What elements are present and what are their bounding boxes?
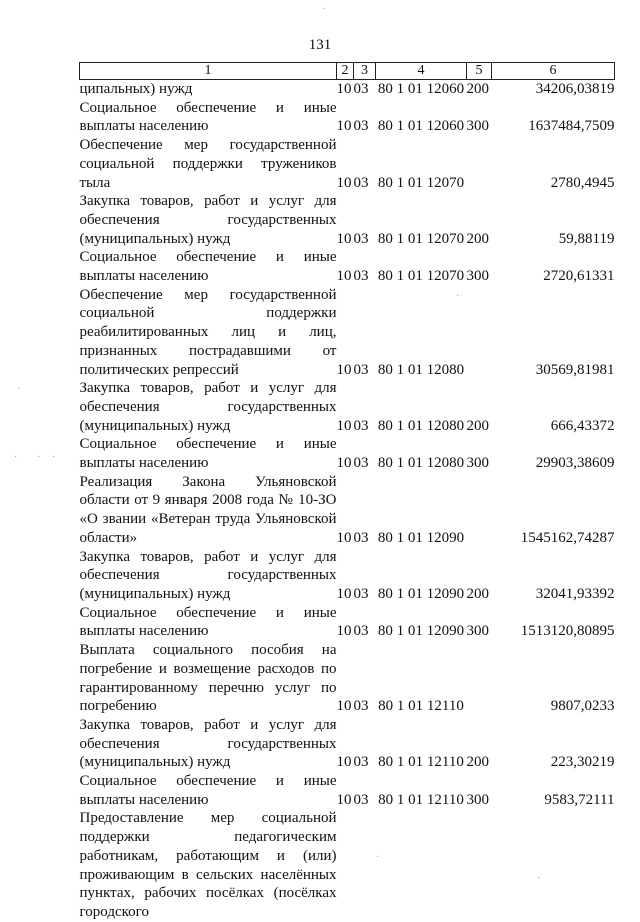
table-row bbox=[80, 80, 615, 99]
expense-type-cell bbox=[467, 286, 492, 380]
budget-table bbox=[79, 62, 615, 922]
target-article-cell: 80 1 01 12110 bbox=[378, 698, 464, 715]
target-article-cell: 80 1 01 12080 bbox=[377, 455, 465, 472]
column-header: 4 bbox=[376, 63, 467, 80]
amount-cell: 32041,93392 bbox=[535, 585, 615, 602]
subsection-cell: 03 bbox=[353, 230, 369, 247]
target-article-cell: 80 1 01 12080 bbox=[377, 361, 465, 378]
expense-type-cell bbox=[467, 473, 492, 548]
expense-type-cell: 300 bbox=[466, 118, 489, 135]
item-name-cell: ципальных) нужд bbox=[79, 81, 193, 97]
item-name-cell: Выплата социального пособия на погребение и возмещение расходов по гарантированному перечню услуг по погребению bbox=[79, 642, 337, 715]
subsection-cell: 03 bbox=[353, 585, 369, 602]
section-cell: 10 bbox=[336, 529, 352, 546]
amount-cell: 2780,4945 bbox=[550, 174, 615, 191]
section-cell: 10 bbox=[336, 791, 352, 808]
table-row bbox=[80, 192, 615, 248]
section-cell: 10 bbox=[336, 268, 352, 285]
subsection-cell: 03 bbox=[353, 174, 369, 191]
item-name-cell: Закупка товаров, работ и услуг для обеспечения государственных (муниципальных) нужд bbox=[79, 193, 337, 247]
table-row bbox=[80, 641, 615, 716]
item-name-cell: Закупка товаров, работ и услуг для обеспечения государственных (муниципальных) нужд bbox=[79, 716, 337, 771]
scan-speck: · bbox=[456, 291, 460, 302]
subsection-cell: 03 bbox=[353, 791, 369, 808]
column-header: 3 bbox=[354, 63, 376, 80]
item-name-cell: Обеспечение мер государственной социальной поддержки реабилитированных лиц и лиц, признанных пострадавшими от политических репрессий bbox=[79, 286, 337, 378]
subsection-cell: 03 bbox=[353, 529, 369, 546]
target-article-cell: 80 1 01 12090 bbox=[377, 623, 465, 640]
target-article-cell: 80 1 01 12080 bbox=[377, 417, 465, 434]
amount-cell: 30569,81981 bbox=[535, 361, 615, 378]
amount-cell: 9807,0233 bbox=[550, 698, 615, 715]
table-row bbox=[80, 548, 615, 604]
table-row bbox=[80, 379, 615, 435]
scan-speck: · bbox=[52, 452, 56, 463]
target-article-cell: 80 1 01 12110 bbox=[378, 754, 464, 771]
scan-speck: · bbox=[37, 452, 41, 463]
subsection-cell: 03 bbox=[353, 623, 369, 640]
amount-cell: 1637484,7509 bbox=[528, 118, 615, 135]
amount-cell: 2720,61331 bbox=[543, 268, 615, 285]
item-name-cell: Обеспечение мер государственной социальной поддержки тружеников тыла bbox=[79, 137, 337, 191]
table-row bbox=[80, 716, 615, 772]
scan-speck: · bbox=[17, 384, 21, 395]
item-name-cell: Социальное обеспечение и иные выплаты населению bbox=[79, 249, 337, 285]
subsection-cell: 03 bbox=[353, 455, 369, 472]
item-name-cell: Предоставление мер социальной поддержки педагогическим работникам, работающим и (или) проживающим в сельских населённых пунктах, рабочих посёлках (посёлках городского bbox=[79, 810, 337, 920]
section-cell: 10 bbox=[336, 81, 352, 97]
expense-type-cell: 300 bbox=[466, 623, 489, 640]
item-name-cell: Социальное обеспечение и иные выплаты населению bbox=[79, 604, 337, 640]
target-article-cell: 80 1 01 12110 bbox=[378, 791, 464, 808]
table-row bbox=[80, 473, 615, 548]
expense-type-cell bbox=[467, 136, 492, 192]
expense-type-cell: 300 bbox=[466, 455, 489, 472]
amount-cell: 9583,72111 bbox=[544, 791, 615, 808]
item-name-cell: Реализация Закона Ульяновской области от 9 января 2008 года № 10-ЗО «О звании «Ветеран труда Ульяновской области» bbox=[79, 473, 337, 546]
subsection-cell: 03 bbox=[353, 81, 369, 97]
column-header: 5 bbox=[467, 63, 492, 80]
table-row bbox=[80, 772, 615, 809]
table-header-row bbox=[80, 63, 615, 80]
target-article-cell: 80 1 01 12090 bbox=[377, 585, 465, 602]
expense-type-cell: 200 bbox=[466, 417, 489, 434]
expense-type-cell: 300 bbox=[466, 268, 489, 285]
section-cell: 10 bbox=[336, 585, 352, 602]
table-row bbox=[80, 99, 615, 136]
scan-speck: · bbox=[376, 852, 380, 863]
column-header: 6 bbox=[492, 63, 615, 80]
section-cell: 10 bbox=[336, 698, 352, 715]
section-cell: 10 bbox=[336, 455, 352, 472]
expense-type-cell: 300 bbox=[466, 791, 489, 808]
target-article-cell: 80 1 01 12070 bbox=[377, 268, 465, 285]
target-article-cell: 80 1 01 12060 bbox=[377, 118, 465, 135]
column-header: 2 bbox=[337, 63, 354, 80]
section-cell: 10 bbox=[336, 417, 352, 434]
amount-cell: 223,30219 bbox=[550, 754, 615, 771]
subsection-cell: 03 bbox=[353, 754, 369, 771]
section-cell: 10 bbox=[336, 118, 352, 135]
scan-speck: · bbox=[537, 873, 541, 884]
table-row bbox=[80, 286, 615, 380]
subsection-cell: 03 bbox=[353, 361, 369, 378]
amount-cell: 34206,03819 bbox=[535, 81, 615, 97]
section-cell: 10 bbox=[336, 754, 352, 771]
expense-type-cell: 200 bbox=[466, 230, 489, 247]
section-cell: 10 bbox=[336, 361, 352, 378]
amount-cell: 29903,38609 bbox=[535, 455, 615, 472]
target-article-cell: 80 1 01 12090 bbox=[377, 529, 465, 546]
amount-cell: 1513120,80895 bbox=[520, 623, 615, 640]
amount-cell: 1545162,74287 bbox=[520, 529, 615, 546]
subsection-cell: 03 bbox=[353, 417, 369, 434]
table-row bbox=[80, 136, 615, 192]
amount-cell: 59,88119 bbox=[558, 230, 615, 247]
table-row bbox=[80, 435, 615, 472]
item-name-cell: Закупка товаров, работ и услуг для обеспечения государственных (муниципальных) нужд bbox=[79, 380, 337, 434]
section-cell: 10 bbox=[336, 623, 352, 640]
section-cell: 10 bbox=[336, 230, 352, 247]
expense-type-cell: 200 bbox=[466, 585, 489, 602]
table-row bbox=[80, 604, 615, 641]
item-name-cell: Социальное обеспечение и иные выплаты населению bbox=[79, 436, 337, 472]
item-name-cell: Социальное обеспечение и иные выплаты населению bbox=[79, 99, 337, 135]
subsection-cell: 03 bbox=[353, 268, 369, 285]
scan-speck: · bbox=[322, 4, 326, 15]
expense-type-cell: 200 bbox=[466, 754, 489, 771]
expense-type-cell bbox=[467, 641, 492, 716]
target-article-cell: 80 1 01 12070 bbox=[377, 230, 465, 247]
subsection-cell: 03 bbox=[353, 118, 369, 135]
page-number: 131 bbox=[308, 37, 332, 53]
table-row bbox=[80, 248, 615, 285]
amount-cell: 666,43372 bbox=[550, 417, 615, 434]
target-article-cell: 80 1 01 12070 bbox=[377, 174, 465, 191]
target-article-cell: 80 1 01 12060 bbox=[377, 81, 465, 97]
section-cell: 10 bbox=[336, 174, 352, 191]
expense-type-cell: 200 bbox=[466, 81, 489, 97]
subsection-cell: 03 bbox=[353, 698, 369, 715]
item-name-cell: Социальное обеспечение и иные выплаты населению bbox=[79, 773, 337, 808]
item-name-cell: Закупка товаров, работ и услуг для обеспечения государственных (муниципальных) нужд bbox=[79, 548, 337, 602]
scan-speck: · bbox=[14, 452, 18, 463]
column-header: 1 bbox=[80, 63, 337, 80]
